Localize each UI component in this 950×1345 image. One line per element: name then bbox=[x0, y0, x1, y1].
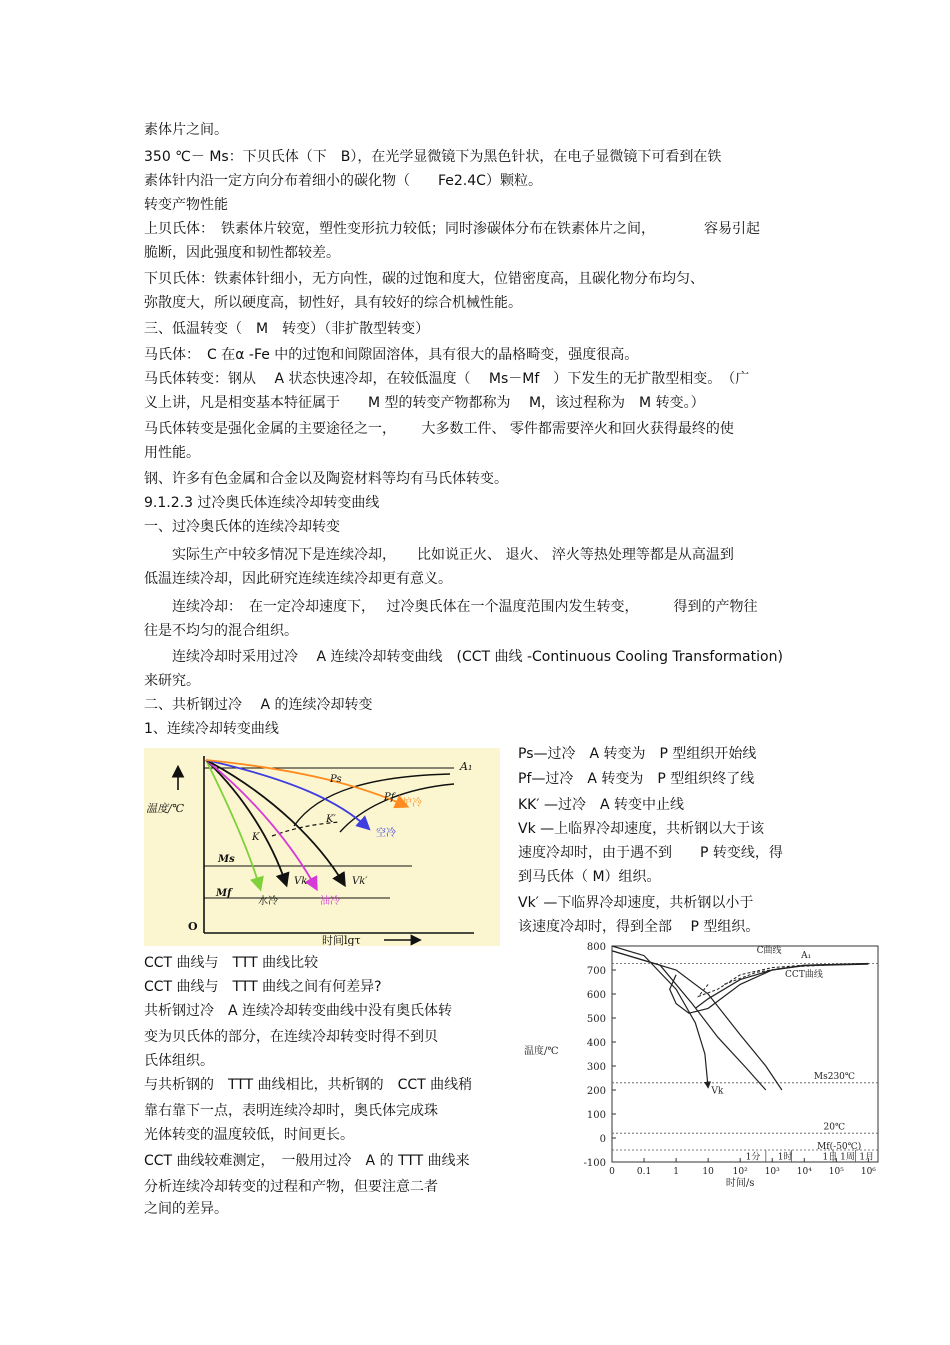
text-line: 素体针内沿一定方向分布着细小的碳化物（ Fe2.4C）颗粒。 bbox=[144, 173, 542, 189]
y-tick-label: 800 bbox=[586, 942, 606, 953]
label-ms: Ms bbox=[218, 854, 235, 865]
comparison-text-line: 靠右靠下一点，表明连续冷却时，奥氏体完成珠 bbox=[144, 1103, 438, 1119]
x-tick-label: 10² bbox=[732, 1167, 748, 1177]
legend-text-line: 速度冷却时，由于遇不到 P 转变线，得 bbox=[518, 845, 783, 861]
fig1-origin: O bbox=[188, 920, 198, 933]
x-tick-label: 10⁵ bbox=[828, 1167, 844, 1177]
text-line: 用性能。 bbox=[144, 445, 200, 461]
text-line: 弥散度大，所以硬度高，韧性好，具有较好的综合机械性能。 bbox=[144, 295, 522, 311]
comparison-text-line: CCT 曲线较难测定， 一般用过冷 A 的 TTT 曲线来 bbox=[144, 1153, 470, 1169]
comparison-text-line: 分析连续冷却转变的过程和产物，但要注意二者 bbox=[144, 1179, 438, 1195]
cct-vs-ttt-chart bbox=[520, 940, 886, 1190]
chart-xlabel: 时间/s bbox=[725, 1178, 755, 1189]
text-line: 钢、许多有色金属和合金以及陶瓷材料等均有马氏体转变。 bbox=[144, 471, 508, 487]
text-line: 素体片之间。 bbox=[144, 122, 228, 138]
text-line: 一、过冷奥氏体的连续冷却转变 bbox=[144, 519, 340, 535]
y-tick-label: 700 bbox=[586, 966, 606, 977]
y-tick-label: 500 bbox=[586, 1014, 606, 1025]
text-line: 下贝氏体：铁素体针细小，无方向性，碳的过饱和度大，位错密度高，且碳化物分布均匀、 bbox=[144, 271, 704, 287]
text-line: 上贝氏体： 铁素体片较宽，塑性变形抗力较低；同时渗碳体分布在铁素体片之间， 容易引起 bbox=[144, 221, 760, 237]
label-vk-prime: Vk′ bbox=[352, 876, 368, 887]
comparison-text-line: 之间的差异。 bbox=[144, 1201, 228, 1217]
y-tick-label: 100 bbox=[586, 1110, 606, 1121]
chart-annotation: CCT曲线 bbox=[785, 970, 823, 981]
legend-text-line: 到马氏体（ M）组织。 bbox=[518, 869, 661, 885]
text-line: 脆断，因此强度和韧性都较差。 bbox=[144, 245, 340, 261]
legend-text-line: Ps—过冷 A 转变为 P 型组织开始线 bbox=[518, 746, 757, 762]
time-label: 1日 bbox=[822, 1152, 838, 1163]
text-line: 350 ℃－ Ms：下贝氏体（下 B），在光学显微镜下为黑色针状，在电子显微镜下可看到在铁 bbox=[144, 149, 722, 165]
comparison-text-line: 与共析钢的 TTT 曲线相比，共析钢的 CCT 曲线稍 bbox=[144, 1077, 473, 1093]
chart-ylabel: 温度/℃ bbox=[524, 1046, 559, 1057]
text-line: 连续冷却时采用过冷 A 连续冷却转变曲线 (CCT 曲线 -Continuous Cooling Transformation) bbox=[144, 649, 783, 665]
y-tick-label: 200 bbox=[586, 1086, 606, 1097]
label-vk: Vk bbox=[294, 876, 308, 887]
label-furnace: 炉冷 bbox=[402, 798, 422, 809]
text-line: 连续冷却： 在一定冷却速度下， 过冷奥氏体在一个温度范围内发生转变， 得到的产物往 bbox=[144, 599, 758, 615]
label-k-prime: K′ bbox=[326, 814, 336, 825]
text-line: 实际生产中较多情况下是连续冷却， 比如说正火、 退火、 淬火等热处理等都是从高温到 bbox=[144, 547, 734, 563]
text-line: 二、共析钢过冷 A 的连续冷却转变 bbox=[144, 697, 373, 713]
comparison-text-line: CCT 曲线与 TTT 曲线之间有何差异? bbox=[144, 979, 382, 995]
text-line: 1、连续冷却转变曲线 bbox=[144, 721, 279, 737]
chart-annotation: C曲线 bbox=[756, 946, 782, 957]
text-line: 马氏体转变是强化金属的主要途径之一， 大多数工件、 零件都需要淬火和回火获得最终的使 bbox=[144, 421, 734, 437]
series-line-5 bbox=[612, 946, 708, 1088]
x-tick-label: 0 bbox=[609, 1167, 615, 1177]
label-oil: 油冷 bbox=[320, 896, 340, 907]
series-line-7 bbox=[612, 951, 782, 1090]
comparison-text-line: 变为贝氏体的部分，在连续冷却转变时得不到贝 bbox=[144, 1029, 438, 1045]
text-line: 马氏体： C 在α -Fe 中的过饱和间隙固溶体，具有很大的晶格畸变，强度很高。 bbox=[144, 347, 639, 363]
x-tick-label: 0.1 bbox=[636, 1167, 652, 1177]
legend-text-line: Pf—过冷 A 转变为 P 型组织终了线 bbox=[518, 771, 755, 787]
text-line: 三、低温转变（ M 转变）（非扩散型转变） bbox=[144, 321, 430, 337]
label-pf: Pf bbox=[384, 792, 395, 803]
label-ps: Ps bbox=[330, 774, 342, 785]
label-mf: Mf bbox=[216, 888, 232, 899]
fig1-ylabel: 温度/℃ bbox=[146, 802, 185, 815]
legend-text-line: Vk′ —下临界冷却速度，共析钢以小于 bbox=[518, 895, 754, 911]
fig1-xlabel: 时间lgτ bbox=[322, 934, 361, 946]
y-tick-label: 600 bbox=[586, 990, 606, 1001]
series-line-6 bbox=[612, 951, 766, 1090]
comparison-text-line: 共析钢过冷 A 连续冷却转变曲线中没有奥氏体转 bbox=[144, 1003, 453, 1019]
legend-text-line: Vk —上临界冷却速度，共析钢以大于该 bbox=[518, 821, 765, 837]
y-tick-label: 300 bbox=[586, 1062, 606, 1073]
chart-annotation: A₁ bbox=[801, 951, 812, 961]
comparison-text-line: 光体转变的温度较低，时间更长。 bbox=[144, 1127, 354, 1143]
cct-schematic-figure bbox=[144, 748, 500, 946]
text-line: 9.1.2.3 过冷奥氏体连续冷却转变曲线 bbox=[144, 495, 380, 511]
text-line: 转变产物性能 bbox=[144, 197, 228, 213]
y-tick-label: -100 bbox=[583, 1158, 606, 1169]
legend-text-line: 该速度冷却时，得到全部 P 型组织。 bbox=[518, 919, 760, 935]
y-tick-label: 400 bbox=[586, 1038, 606, 1049]
x-tick-label: 10⁶ bbox=[860, 1167, 876, 1177]
text-line: 义上讲，凡是相变基本特征属于 M 型的转变产物都称为 M，该过程称为 M 转变。） bbox=[144, 395, 705, 411]
text-line: 马氏体转变：钢从 A 状态快速冷却，在较低温度（ Ms－Mf ）下发生的无扩散型相变。 （广 bbox=[144, 371, 750, 387]
time-label: 1分 bbox=[745, 1152, 761, 1163]
text-line: 来研究。 bbox=[144, 673, 200, 689]
text-line: 低温连续冷却，因此研究连续连续冷却更有意义。 bbox=[144, 571, 452, 587]
x-tick-label: 1 bbox=[673, 1167, 679, 1177]
time-label: 1时 bbox=[777, 1152, 793, 1163]
comparison-text-line: 氏体组织。 bbox=[144, 1053, 214, 1069]
text-line: 往是不均匀的混合组织。 bbox=[144, 623, 298, 639]
series-line-2 bbox=[695, 964, 868, 1008]
comparison-text-line: CCT 曲线与 TTT 曲线比较 bbox=[144, 955, 319, 971]
y-tick-label: 0 bbox=[599, 1134, 606, 1145]
label-air: 空冷 bbox=[376, 828, 396, 839]
x-tick-label: 10 bbox=[702, 1167, 714, 1177]
legend-text-line: KK′ —过冷 A 转变中止线 bbox=[518, 797, 685, 813]
label-k: K bbox=[252, 832, 260, 843]
label-a1: A₁ bbox=[460, 760, 473, 773]
chart-annotation: Ms230℃ bbox=[813, 1072, 855, 1083]
time-label: 1月 bbox=[859, 1152, 875, 1163]
x-tick-label: 10³ bbox=[764, 1167, 780, 1177]
chart-annotation: Mf(-50℃) bbox=[817, 1141, 862, 1152]
chart-annotation: Vk bbox=[711, 1086, 724, 1097]
label-water: 水冷 bbox=[258, 896, 278, 907]
x-tick-label: 10⁴ bbox=[796, 1167, 812, 1177]
time-label: 1周 bbox=[840, 1152, 855, 1163]
chart-annotation: 20℃ bbox=[823, 1122, 846, 1133]
